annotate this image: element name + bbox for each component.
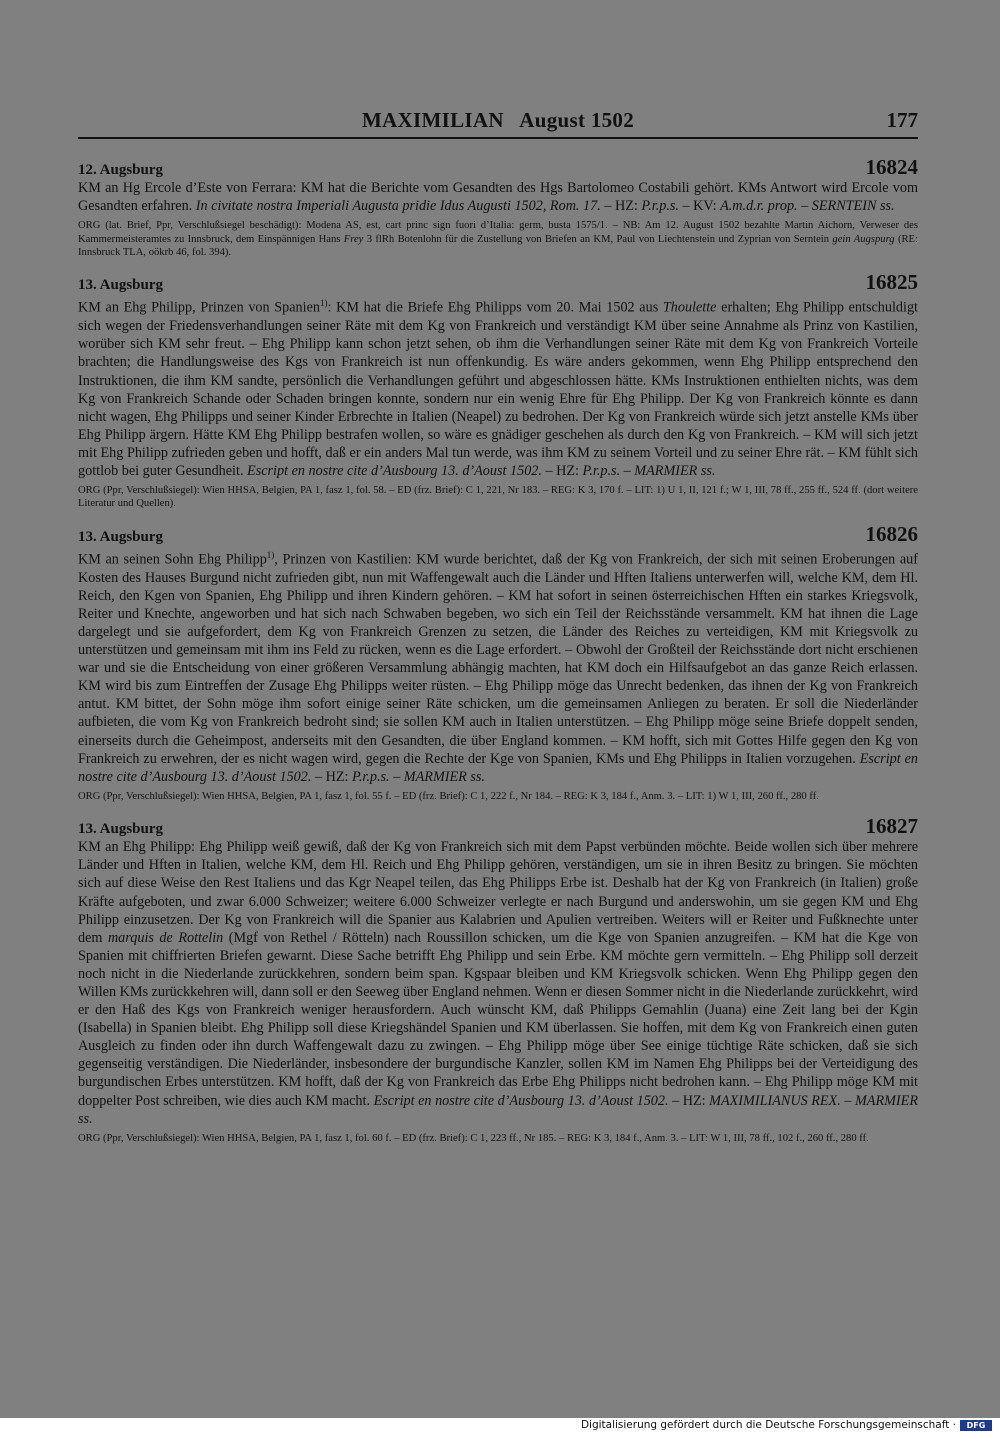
header-rule <box>78 137 918 139</box>
entry-source-note <box>78 219 918 259</box>
entry-body <box>78 838 918 1128</box>
entry-date: 13. Augsburg <box>78 277 164 294</box>
text-run: (RE: Innsbruck TLA, oökrb 46, fol. 394). <box>78 233 918 258</box>
entry-header <box>78 271 918 294</box>
text-run: : KM hat die Briefe Ehg Philipps vom 20. Mai 1502 aus <box>327 300 663 317</box>
italic-text: P.r.p.s. <box>641 198 679 215</box>
entry-number: 16825 <box>865 270 918 295</box>
text-run: ORG (lat. Brief, Ppr, Verschlußsiegel beschädigt): Modena AS, est, cart princ sign fuori d’Italia: germ, busta 1575/1. – NB: Am 12. August 1502 bezahlte Martin Aichorn, Verweser des Kammermeisteramtes zu Innsbruck, dem Einspännigen Hans <box>78 220 918 245</box>
text-run: ORG (Ppr, Verschlußsiegel): Wien HHSA, Belgien, PA 1, fasz 1, fol. 58. – ED (frz. Brief): C 1, 221, Nr 183. – REG: K 3, 170 f. – LIT: 1) U 1, II, 121 f.; W 1, III, 78 ff., 255 ff., 524 ff. (dort weitere Literatur und Quellen). <box>78 485 918 510</box>
text-run: KM an Hg Ercole d’Este von Ferrara: KM hat die Berichte vom Gesandten des Hgs Bartolomeo Costabili gehört. KMs Antwort wird Ercole vom Gesandten erfahren. <box>78 180 918 215</box>
text-run: KM an Ehg Philipp, Prinzen von Spanien <box>78 300 320 317</box>
regest-entry <box>78 271 918 510</box>
text-run: , Prinzen von Kastilien: KM wurde berichtet, daß der Kg von Frankreich, der sich mit seinen Eroberungen auf Kosten des Hauses Burgund nicht zufrieden gibt, nun mit Waffengewalt auch die Länder und Hften Italiens unterwerfen will, welche KM, dem Hl. Reich, den Kgen von Spanien, Ehg Philipp und ihren Kindern gehören. – KM hat sofort in seinen österreichischen Hften ein starkes Kriegsvolk, Reiter und Knechte, angeworben und hat sich nach Schwaben begeben, wo sich ein Teil der Reichsstände versammelt. KM hat ihnen die Lage dargelegt und sie aufgefordert, dem Kg von Frankreich Grenzen zu setzen, die Länder des Reiches zu verteidigen, KM mit Kriegsvolk zu unterstützen und gemeinsam mit ihm ins Feld zu rücken, wenn es die Lage erfordert. – Obwohl der Großteil der Reichsstände dort nicht erschienen war und sie die Entscheidung von einer größeren Versammlung abhängig machten, hat KM doch ein Hilfsaufgebot an das ganze Reich erlassen. KM wird bis zum Eintreffen der Zusage Ehg Philipps weiter rüsten. – Ehg Philipp möge das Unrecht bedenken, das ihnen der Kg von Frankreich antut. KM bittet, der Sohn möge ihm sofort einige seiner Räte schicken, um die gemeinsamen Anliegen zu beraten. Er soll die Niederländer aufbieten, die vom Kg von Frankreich bedroht sind; sie sollen KM auch in Italien unterstützen. – Ehg Philipp möge seine Briefe doppelt senden, einerseits durch die Geheimpost, anderseits mit den Gesandten, die über England kommen. – KM hofft, sich mit Gottes Hilfe gegen den Kg von Frankreich zu erwehren, der es nicht wagen wird, gegen die Rechte der Kge von Spanien, KMs und Ehg Philipps in Italien vorzugehen. <box>78 551 918 767</box>
italic-text: MAXIMILIANUS REX. – MARMIER ss. <box>78 1092 918 1127</box>
text-run: – KV: <box>678 198 721 215</box>
dfg-logo: DFG <box>960 1420 992 1431</box>
running-header <box>78 108 918 138</box>
italic-text: P.r.p.s. – MARMIER ss. <box>352 768 485 785</box>
entry-date: 13. Augsburg <box>78 821 164 838</box>
entry-header <box>78 815 918 838</box>
footer-bar <box>0 1418 1000 1434</box>
italic-text: Escript en nostre cite d’Ausbourg 13. d’Aoust 1502. <box>247 462 542 479</box>
text-run: ORG (Ppr, Verschlußsiegel): Wien HHSA, Belgien, PA 1, fasz 1, fol. 55 f. – ED (frz. Brief): C 1, 222 f., Nr 184. – REG: K 3, 184 f., Anm. 3. – LIT: 1) W 1, III, 260 ff., 280 ff. <box>78 790 819 802</box>
italic-text: gein Augspurg <box>832 233 895 245</box>
entry-number: 16826 <box>865 521 918 546</box>
text-run: – HZ: <box>668 1092 710 1109</box>
italic-text: A.m.d.r. prop. – SERNTEIN ss. <box>720 198 895 215</box>
text-run: 3 flRh Botenlohn für die Zustellung von Briefen an KM, Paul von Liechtenstein und Zyprian von Serntein <box>363 233 833 245</box>
entry-header <box>78 523 918 546</box>
text-run: – HZ: <box>541 462 583 479</box>
regest-entry <box>78 156 918 259</box>
text-run: (Mgf von Rethel / Rötteln) nach Roussillon schicken, um die Kge von Spanien anzugreifen. – KM hat die Kge von Spanien mit chiffrierten Briefen gewarnt. Diese Sache betrifft Ehg Philipp und sein Erbe. KM möchte gern vermitteln. – Ehg Philipp soll derzeit noch nicht in die Niederlande zurückkehren, sondern beim span. Kgspaar bleiben und KM Kriegsvolk schicken. Wenn Ehg Philipp gegen den Willen KMs zurückkehren will, dann soll er den Seeweg über England nehmen. Wenn er diesen Sommer nicht in die Niederlande zurückkehrt, wird er den Haß des Kgs von Frankreich weniger herausfordern. Auch wünscht KM, daß Philipps Gemahlin (Juana) eine Zeit lang bei der Kgin (Isabella) in Spanien bleibt. Ehg Philipp soll diese Kriegshändel Spanien und KM überlassen. Sie hoffen, mit dem Kg von Frankreich einen guten Ausgleich zu finden oder ihn durch Waffengewalt dazu zu zwingen. – Ehg Philipp möge über See einige tüchtige Räte schicken, daß sie sich gegenseitig verständigen. Die Niederländer, insbesondere der burgundische Kanzler, sollen KM im Namen Ehg Philipps bei der Verteidigung des burgundischen Erbes unterstützen. KM hofft, daß der Kg von Frankreich das Erbe Ehg Philipps nicht bedrohen kann. – Ehg Philipp möge KM mit doppelter Post schreiben, wie dies auch KM macht. <box>78 929 918 1109</box>
footnote-marker: 1) <box>319 298 328 309</box>
text-run: KM an seinen Sohn Ehg Philipp <box>78 551 267 568</box>
text-run: erhalten; Ehg Philipp entschuldigt sich wegen der Friedensverhandlungen seiner Räte mit dem Kg von Frankreich und verständigt KM über seine Annahme als Prinz von Kastilien, worüber sich KM sehr freut. – Ehg Philipp kann schon jetzt sehen, ob ihm die Verhandlungen seiner Räte mit dem Kg von Frankreich Vorteile brachten; die Handlungsweise des Kgs von Frankreich ist nun offenkundig. Es wäre anders gekommen, wenn Ehg Philipp entsprechend den Instruktionen, die ihm KM sandte, persönlich die Verhandlungen geführt und abgeschlossen hätte. KMs Instruktionen enthielten nichts, was dem Kg von Frankreich Schande oder Schaden bringen konnte, sondern nur ein wenig Ehre für Ehg Philipp. Der Kg von Frankreich könnte es dann nicht wagen, Ehg Philipps und seiner Kinder Erbrechte in Italien (Neapel) zu bedrohen. Der Kg von Frankreich würde sich jetzt anstelle KMs über Ehg Philipp ärgern. Hätte KM Ehg Philipp bestrafen wollen, so wäre es gnädiger geschehen als durch den Kg von Frankreich. – KM will sich jetzt mit Ehg Philipp zufrieden geben und hofft, daß er ein anders Mal tun werde, was ihm KM zu seinem Vorteil und zu seiner Ehre rät. – KM fühlt sich gottlob bei guter Gesundheit. <box>78 300 918 479</box>
italic-text: P.r.p.s. – MARMIER ss. <box>582 462 716 479</box>
footnote-marker: 1) <box>266 549 275 560</box>
regest-entry <box>78 815 918 1145</box>
text-run: ORG (Ppr, Verschlußsiegel): Wien HHSA, Belgien, PA 1, fasz 1, fol. 60 f. – ED (frz. Brief): C 1, 223 ff., Nr 185. – REG: K 3, 184 f., Anm. 3. – LIT: W 1, III, 78 ff., 102 f., 260 ff., 280 ff. <box>78 1132 869 1144</box>
running-title: MAXIMILIAN August 1502 <box>361 108 635 132</box>
entries-list <box>78 156 918 1157</box>
italic-text: Thoulette <box>662 300 717 317</box>
text-run: – HZ: <box>311 768 353 785</box>
entry-source-note <box>78 1132 918 1145</box>
page-number: 177 <box>886 108 918 132</box>
regest-entry <box>78 523 918 803</box>
entry-body <box>78 546 918 786</box>
entry-number: 16824 <box>865 155 918 179</box>
entry-source-note <box>78 484 918 511</box>
entry-date: 13. Augsburg <box>78 528 164 545</box>
funding-note: Digitalisierung gefördert durch die Deutsche Forschungsgemeinschaft · <box>580 1419 956 1431</box>
italic-text: Escript en nostre cite d’Ausbourg 13. d’Aoust 1502. <box>373 1092 669 1109</box>
entry-header <box>78 156 918 179</box>
text-run: – HZ: <box>600 198 642 215</box>
italic-text: Frey <box>343 233 364 245</box>
italic-text: In civitate nostra Imperiali Augusta pridie Idus Augusti 1502, Rom. 17. <box>195 198 601 215</box>
entry-source-note <box>78 790 918 803</box>
text-run: KM an Ehg Philipp: Ehg Philipp weiß gewiß, daß der Kg von Frankreich sich mit dem Papst verbünden möchte. Beide wollen sich über mehrere Länder und Hften in Italien, welche KM, dem Hl. Reich und Ehg Philipp gehören, verständigen, um sie in ihren Besitz zu bringen. Sie möchten sich auf diese Weise den Rest Italiens und das Kgr Neapel teilen, das Ehg Philipps Erbe ist. Deshalb hat der Kg von Frankreich (in Italien) große Kräfte aufgeboten, und zwar 6.000 Schweizer; weitere 6.000 Schweizer verlegte er nach Burgund und anderswohin, um sie gegen KM und Ehg Philipp einzusetzen. Der Kg von Frankreich will die Spanier aus Kalabrien und Apulien vertreiben. Weiters will er Reiter und Fußknechte unter dem <box>78 839 918 946</box>
entry-body <box>78 179 918 215</box>
entry-number: 16827 <box>865 814 918 839</box>
italic-text: marquis de Rottelin <box>107 929 224 946</box>
entry-date: 12. Augsburg <box>78 162 164 178</box>
italic-text: Escript en nostre cite d’Ausbourg 13. d’Aoust 1502. <box>78 750 919 785</box>
entry-body <box>78 294 918 480</box>
